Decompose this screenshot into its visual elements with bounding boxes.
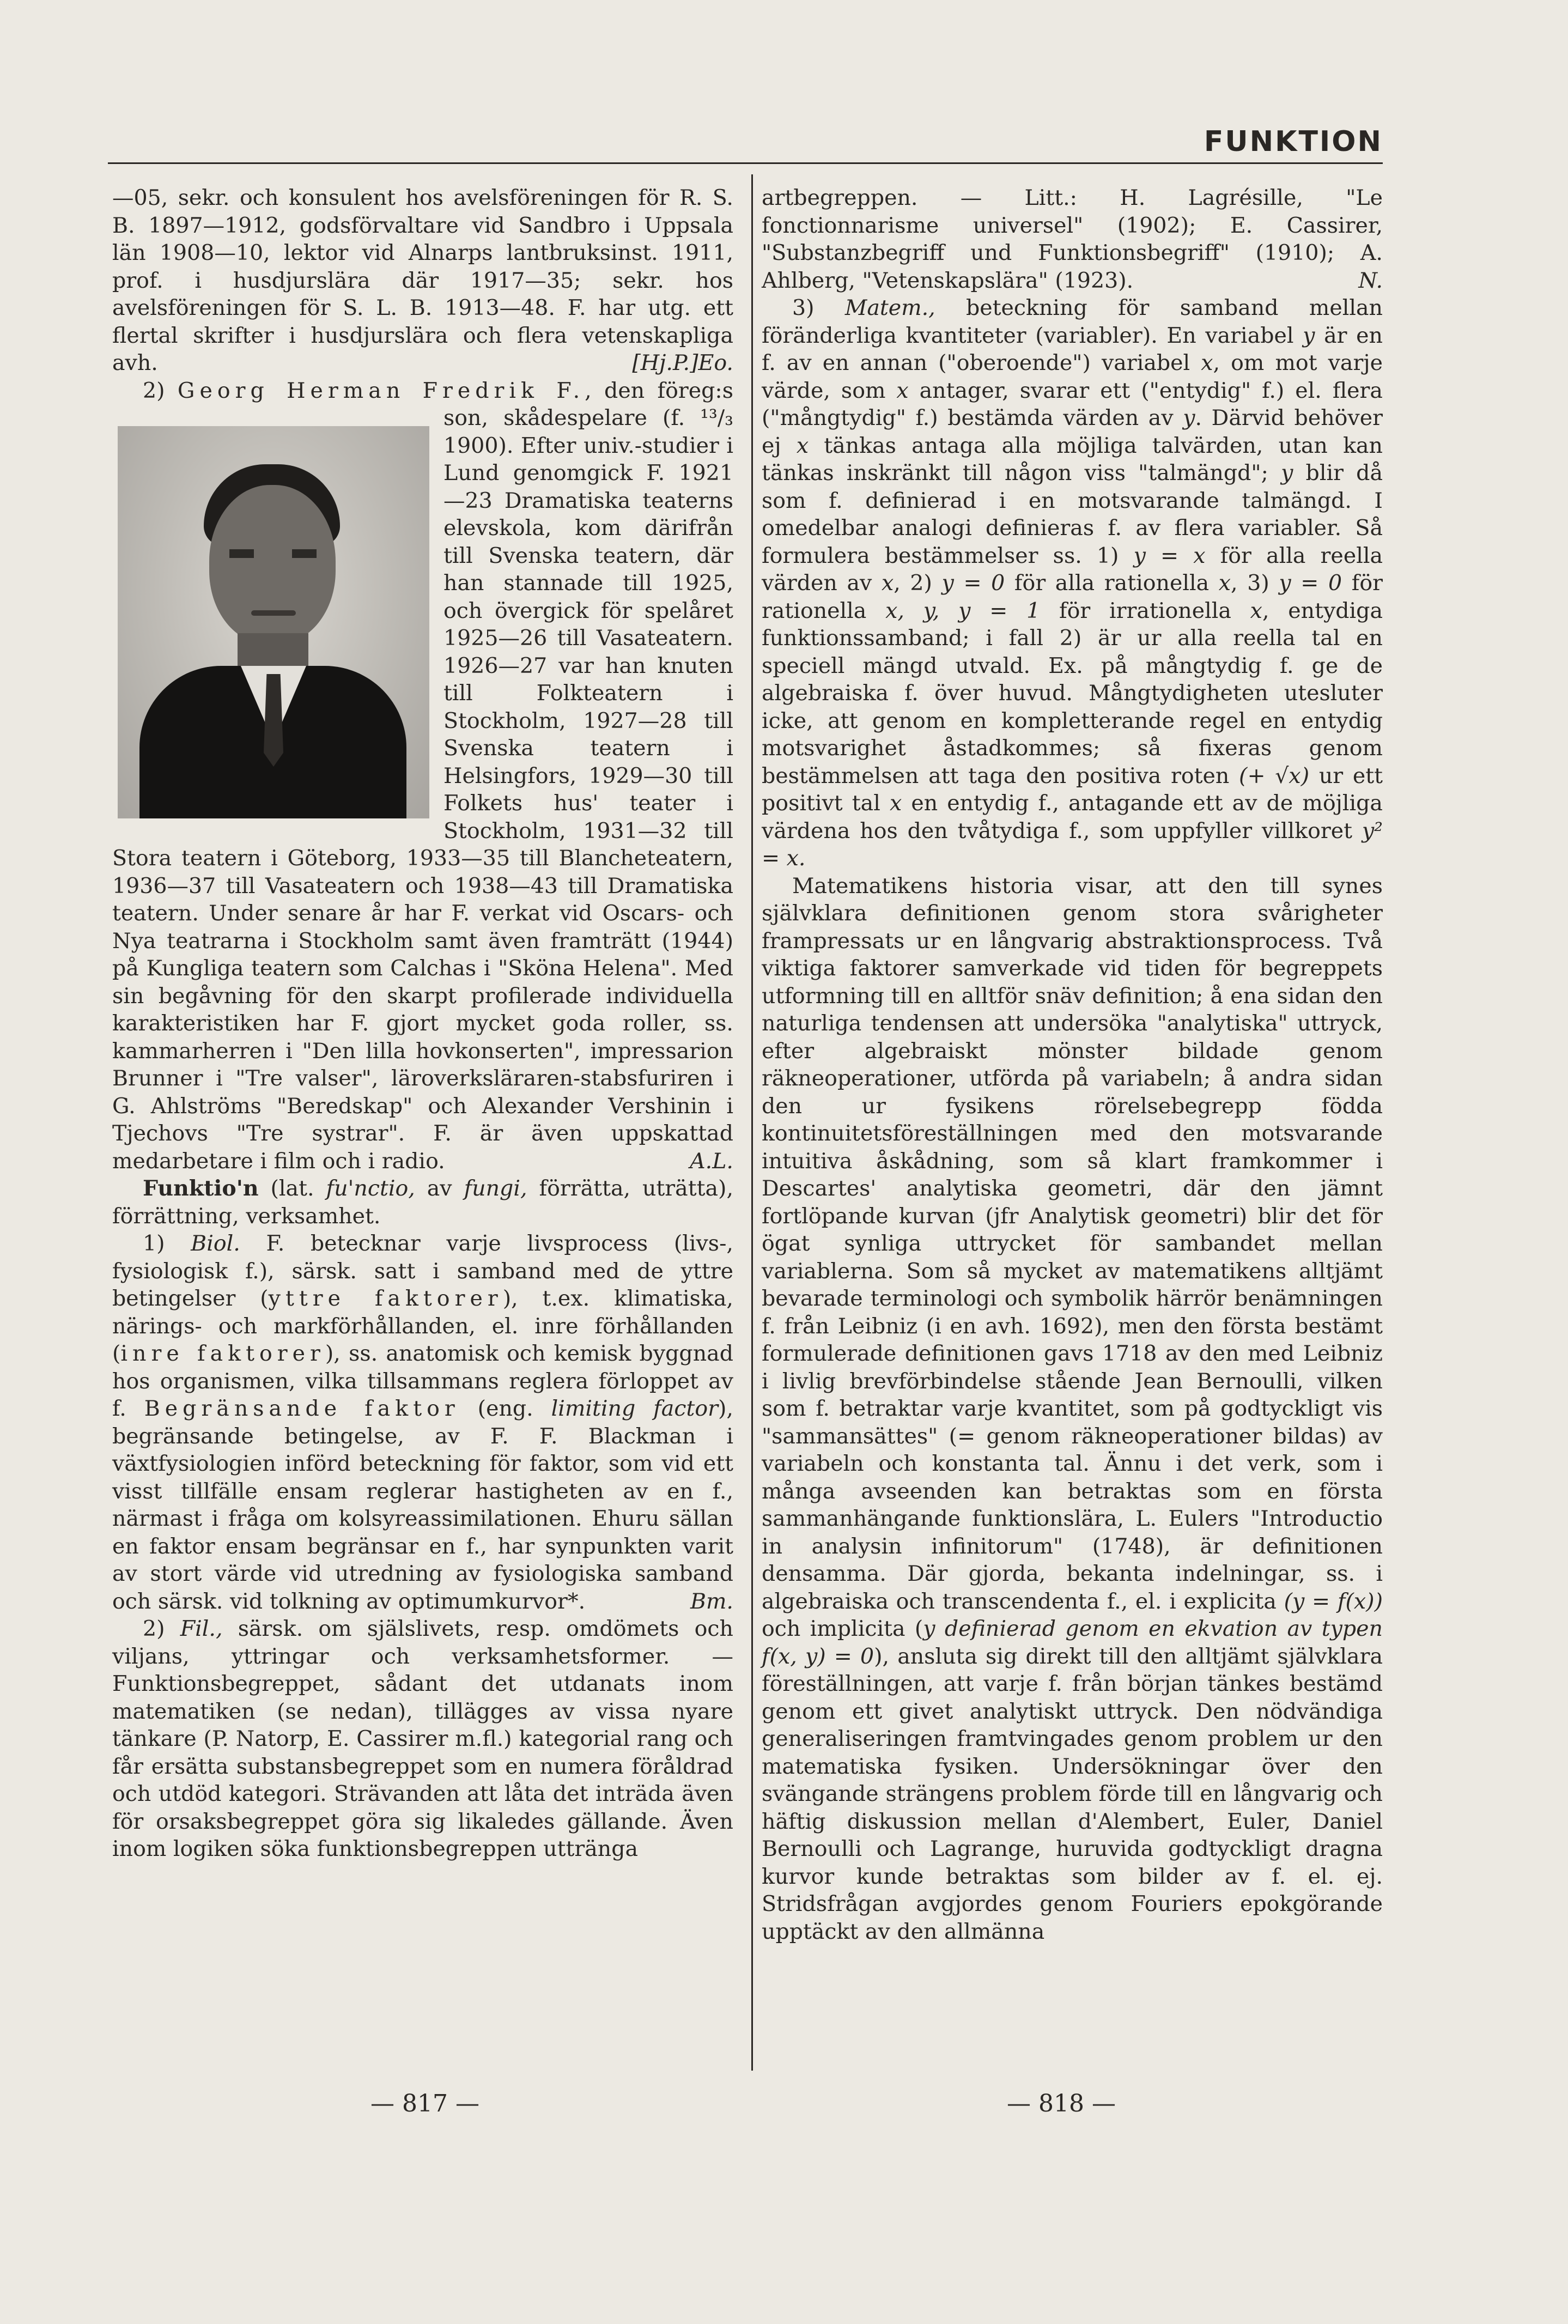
running-header: [108, 125, 1383, 164]
right-column: [762, 184, 1383, 1945]
text-run: , 3): [1231, 571, 1279, 596]
paragraph: [112, 184, 733, 377]
math-expr: y definierad genom en ekvation av typen f(x, y) = 0: [762, 1616, 1383, 1669]
math-var: x: [1201, 350, 1213, 375]
text-run: av: [415, 1176, 464, 1201]
author-signature: A.L.: [690, 1148, 733, 1174]
paragraph-text: Matematikens historia visar, att den till synes självklara definitionen genom stora svårigheter frampressats ur en långvarig abstraktionsprocess. Två viktiga faktorer samverkade vid tiden för begreppets utformning till en alltför snäv definition; å ena sidan den naturliga tendensen att undersöka "analytiska" uttryck, efter algebraiskt mönster bildade genom räkneoperationer, utförda på variabeln; å andra sidan den ur fysikens rörelsebegrepp födda kontinuitetsföreställningen med den motsvarande intuitiva åskådning, som så klart framkommer i Descartes' analytiska geometri, där den jämnt fortlöpande kurvan (jfr Analytisk geometri) blir det för ögat synliga uttrycket för sambandet mellan variablerna. Som så mycket av matematikens alltjämt bevarade terminologi och symbolik härrör benämningen f. från Leibniz (i en avh. 1692), men den första bestämt formulerade definitionen gavs 1718 av den med Leibniz i livlig brevförbindelse stående Jean Bernoulli, vilken som f. betraktar varje kvantitet, som på godtyckligt vis "sammansättes" (= genom räkneoperationer bildas) av variabeln och konstanta tal. Ännu i det verk, som i många avseenden kan betraktas som en första sammanhängande funktionslära, L. Eulers "Introductio in analysin infinitorum" (1748), är definitionen densamma. Där gjorda, bekanta indelningar, ss. i algebraiska och transcendenta f., el. i explicita: [762, 873, 1383, 1614]
text-run: är en f. av en annan ("oberoende") variabel: [762, 323, 1383, 375]
paragraph: [762, 184, 1383, 294]
text-run: för rationella: [762, 571, 1383, 623]
math-expr: y = 0: [1279, 571, 1342, 596]
entry-number: 1): [143, 1231, 191, 1256]
text-run: ), t.ex. klimatiska, närings- och markförhållanden, el. inre förhållanden (: [112, 1286, 733, 1366]
portrait-photo: [118, 426, 429, 818]
text-run: antager, svarar ett ("entydig" f.) el. flera ("mångtydig" f.) bestämda värden av: [762, 378, 1383, 430]
paragraph: [112, 1230, 733, 1615]
math-expr: (+ √x): [1239, 763, 1310, 788]
paragraph: [112, 377, 733, 1175]
math-var: x: [1250, 598, 1262, 623]
math-expr: y = 0: [941, 571, 1005, 596]
entry-number: 3): [792, 295, 845, 320]
subject-label: Fil.,: [180, 1616, 223, 1641]
text-run: ur ett positivt tal: [762, 763, 1383, 816]
paragraph: [762, 872, 1383, 1946]
text-run: ), ansluta sig direkt till den alltjämt självklara föreställningen, att varje f. från början tänkes bestämd genom ett givet analytiskt uttryck. Den nödvändiga generaliseringen framtvingades genom problem ur den matematiska fysiken. Undersökningar över den svängande strängens problem förde till en långvarig och häftig diskussion mellan d'Alembert, Euler, Daniel Bernoulli och Lagrange, huruvida godtyckligt dragna kurvor kunde betraktas som bilder av f. el. ej. Stridsfrågan avgjordes genom Fouriers epokgörande upptäckt av den allmänna: [762, 1643, 1383, 1944]
paragraph-text: , den föreg:s son, skådespelare (f. ¹³/₃ 1900). Efter univ.-studier i Lund genomgick F. 1921—23 Dramatiska teaterns elevskola, kom därifrån till Svenska teatern, där han stannade till 1925, och övergick för spelåret 1925—26 till Vasateatern. 1926—27 var han knuten till Folkteatern i Stockholm, 1927—28 till Svenska teatern i Helsingfors, 1929—30 till Folkets hus' teater i Stockholm, 1931—32 till Stora teatern i Göteborg, 1933—35 till Blancheteatern, 1936—37 till Vasateatern och 1938—43 till Dramatiska teatern. Under senare år har F. verkat vid Oscars- och Nya teatrarna i Stockholm samt även framträtt (1944) på Kungliga teatern som Calchas i "Sköna Helena". Med sin begåvning för den skarpt profilerade individuella karakteristiken har F. gjort mycket goda roller, ss. kammarherren i "Den lilla hovkonserten", impressarion Brunner i "Tre valser", läroverksläraren-stabsfuriren i G. Ahlströms "Beredskap" och Alexander Vershinin i Tjechovs "Tre systrar". F. är även uppskattad medarbetare i film och i radio.: [112, 378, 733, 1174]
entry-number: 2): [143, 378, 165, 403]
math-expr: (y = f(x)): [1284, 1588, 1383, 1614]
author-signature: Bm.: [690, 1588, 733, 1614]
text-run: en entydig f., antagande ett av de möjliga värdena hos den tvåtydiga f., som uppfyller villkoret: [762, 791, 1383, 844]
entry-name: Georg Herman Fredrik F.: [177, 378, 585, 403]
text-run: ), begränsande betingelse, av F. F. Blackman i växtfysiologien införd beteckning för faktor, som vid ett visst tillfälle ensam reglerar hastigheten av en f., närmast i fråga om kolsyreassimilationen. Ehuru sällan en faktor ensam begränsar en f., har synpunkten varit av stort värde vid utredning av fysiologiska samband och särsk. vid tolkning av optimumkurvor*.: [112, 1396, 733, 1614]
text-run: beteckning för samband mellan föränderliga kvantiteter (variabler). En variabel: [762, 295, 1383, 348]
text-run: för irrationella: [1040, 598, 1250, 623]
math-expr: y = x: [1133, 543, 1206, 568]
text-run: för alla rationella: [1005, 571, 1219, 596]
paragraph: [112, 1615, 733, 1863]
text-run: ), ss. anatomisk och kemisk byggnad hos organismen, vilka tillsammans reglera förloppet av f.: [112, 1341, 733, 1421]
text-run: för alla reella värden av: [762, 543, 1383, 596]
text-run: och implicita (: [762, 1616, 923, 1641]
text-run: särsk. om själslivets, resp. omdömets och viljans, yttringar och verksamhetsformer. — Funktionsbegreppet, sådant det utdanats inom matematiken (se nedan), tillägges av vissa nyare tänkare (P. Natorp, E. Cassirer m.fl.) kategorial rang och får ersätta substansbegreppet som en numera föråldrad och utdöd kategori. Strävanden att låta det inträda även för orsaksbegreppet göra sig likaledes gällande. Även inom logiken söka funktionsbegreppen uttränga: [112, 1616, 733, 1861]
math-var: x: [1218, 571, 1231, 596]
paragraph-text: artbegreppen. — Litt.: H. Lagrésille, "Le fonctionnarisme universel" (1902); E. Cassirer, "Substanzbegriff und Funktionsbegriff" (1910); A. Ahlberg, "Vetenskapslära" (1923).: [762, 185, 1383, 293]
text-run: (lat.: [258, 1176, 326, 1201]
math-var: y: [1303, 323, 1315, 348]
entry-number: 2): [143, 1616, 180, 1641]
math-var: x: [889, 791, 902, 816]
english-term: limiting factor: [551, 1396, 719, 1421]
text-run: F. betecknar varje livsprocess (livs-, fysiologisk f.), särsk. satt i samband med de yttre betingelser (: [112, 1231, 733, 1311]
page-number-right: — 818 —: [1007, 2090, 1116, 2117]
left-column: [112, 184, 733, 1863]
spaced-term: yttre faktorer: [268, 1286, 503, 1311]
text-run: förrätta, uträtta), förrättning, verksamhet.: [112, 1176, 733, 1229]
math-var: y: [1183, 405, 1195, 430]
text-run: tänkas antaga alla möjliga talvärden, utan kan tänkas inskränkt till någon viss "talmängd";: [762, 433, 1383, 486]
text-run: (eng.: [459, 1396, 551, 1421]
math-expr: y = 1: [958, 598, 1041, 623]
page-number-left: — 817 —: [370, 2090, 479, 2117]
text-run: , om mot varje värde, som: [762, 350, 1383, 403]
paragraph: [112, 1175, 733, 1230]
latin-term: fu'nctio,: [326, 1176, 415, 1201]
math-expr: y² = x.: [762, 818, 1383, 871]
subject-label: Matem.,: [844, 295, 935, 320]
subject-label: Biol.: [191, 1231, 240, 1256]
math-var: x: [796, 433, 809, 458]
text-run: , 2): [894, 571, 942, 596]
author-signature: N.: [1358, 268, 1383, 293]
paragraph: [762, 294, 1383, 872]
text-run: , entydiga funktionssamband; i fall 2) är ur alla reella tal en speciell mängd utvald. Ex. på mångtydig f. ge de algebraiska f. över huvud. Mångtydigheten utesluter icke, att genom en kompletterande regel en entydig motsvarighet åstadkommes; så fixeras genom bestämmelsen att taga den positiva roten: [762, 598, 1383, 788]
spaced-term: inre faktorer: [120, 1341, 325, 1366]
column-divider: [751, 174, 753, 2071]
math-var: y: [1281, 460, 1293, 486]
headword: Funktio'n: [143, 1176, 259, 1201]
math-var: x: [896, 378, 909, 403]
spaced-term: Begränsande faktor: [144, 1396, 460, 1421]
paragraph-text: —05, sekr. och konsulent hos avelsföreningen för R. S. B. 1897—1912, godsförvaltare vid Sandbro i Uppsala län 1908—10, lektor vid Alnarps lantbruksinst. 1911, prof. i husdjurslära där 1917—35; sekr. hos avelsföreningen för S. L. B. 1913—48. F. har utg. ett flertal skrifter i husdjurslära och flera vetenskapliga avh.: [112, 185, 733, 375]
text-run: . Därvid behöver ej: [762, 405, 1383, 458]
author-signature: [Hj.P.]Eo.: [632, 350, 733, 375]
math-var: x: [881, 571, 894, 596]
text-run: blir då som f. definierad i en motsvarande talmängd. I omedelbar analogi definieras f. av flera variabler. Så formulera bestämmelser ss. 1): [762, 460, 1383, 568]
math-expr: x, y,: [885, 598, 940, 623]
header-title: FUNKTION: [1204, 125, 1383, 158]
latin-term: fungi,: [464, 1176, 527, 1201]
